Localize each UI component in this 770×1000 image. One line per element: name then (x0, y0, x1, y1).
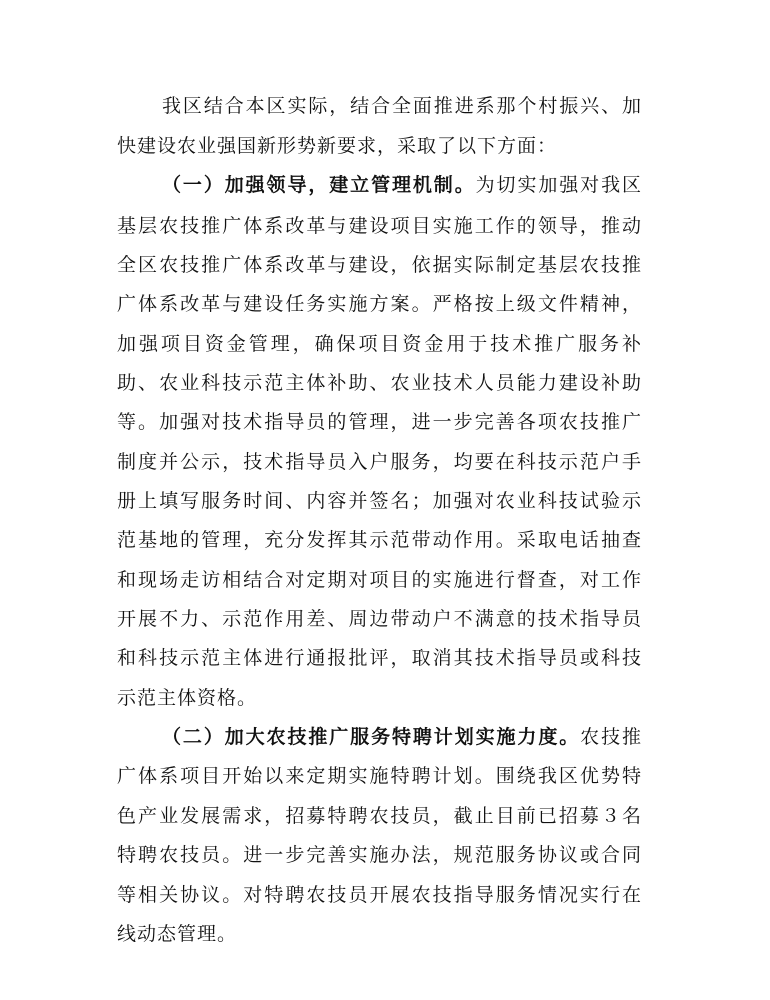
section-1-line: 示范主体资格。 (117, 687, 258, 709)
section-1-line: 全区农技推广体系改革与建设，依据实际制定基层农技推 (117, 254, 642, 276)
section-2-line: 色产业发展需求，招募特聘农技员，截止目前已招募３名 (117, 805, 642, 827)
section-1-heading: （一）加强领导，建立管理机制。 (162, 174, 476, 196)
section-2-first-line (162, 717, 642, 757)
section-1-line: 册上填写服务时间、内容并签名；加强对农业科技试验示 (117, 490, 642, 512)
section-1-line: 和现场走访相结合对定期对项目的实施进行督查，对工作 (117, 569, 642, 591)
section-1-line: 范基地的管理，充分发挥其示范带动作用。采取电话抽查 (117, 529, 642, 551)
section-1-line: 开展不力、示范作用差、周边带动户不满意的技术指导员 (117, 608, 642, 630)
section-1-line: 等。加强对技术指导员的管理，进一步完善各项农技推广 (117, 411, 642, 433)
section-2-line: 广体系项目开始以来定期实施特聘计划。围绕我区优势特 (117, 765, 642, 787)
section-1-line: 加强项目资金管理，确保项目资金用于技术推广服务补 (117, 333, 642, 355)
section-2-line: 等相关协议。对特聘农技员开展农技指导服务情况实行在 (117, 884, 642, 906)
section-1-line: 制度并公示，技术指导员入户服务，均要在科技示范户手 (117, 451, 642, 473)
section-1-first-line-text: 为切实加强对我区 (475, 174, 642, 196)
section-1-line: 助、农业科技示范主体补助、农业技术人员能力建设补助 (117, 372, 642, 394)
intro-line-2: 快建设农业强国新形势新要求，采取了以下方面： (117, 135, 558, 157)
section-1-line: 和科技示范主体进行通报批评，取消其技术指导员或科技 (117, 647, 642, 669)
section-1-line: 广体系改革与建设任务实施方案。严格按上级文件精神， (117, 293, 642, 315)
section-2-line: 特聘农技员。进一步完善实施办法，规范服务协议或合同 (117, 844, 642, 866)
section-1-line: 基层农技推广体系改革与建设项目实施工作的领导，推动 (117, 215, 642, 237)
section-2-heading: （二）加大农技推广服务特聘计划实施力度。 (162, 726, 581, 748)
section-2-line: 线动态管理。 (117, 923, 238, 945)
section-2-first-line-text: 农技推 (580, 726, 642, 748)
intro-line-1: 我区结合本区实际，结合全面推进系那个村振兴、加 (162, 95, 642, 117)
section-1-first-line (162, 165, 642, 205)
